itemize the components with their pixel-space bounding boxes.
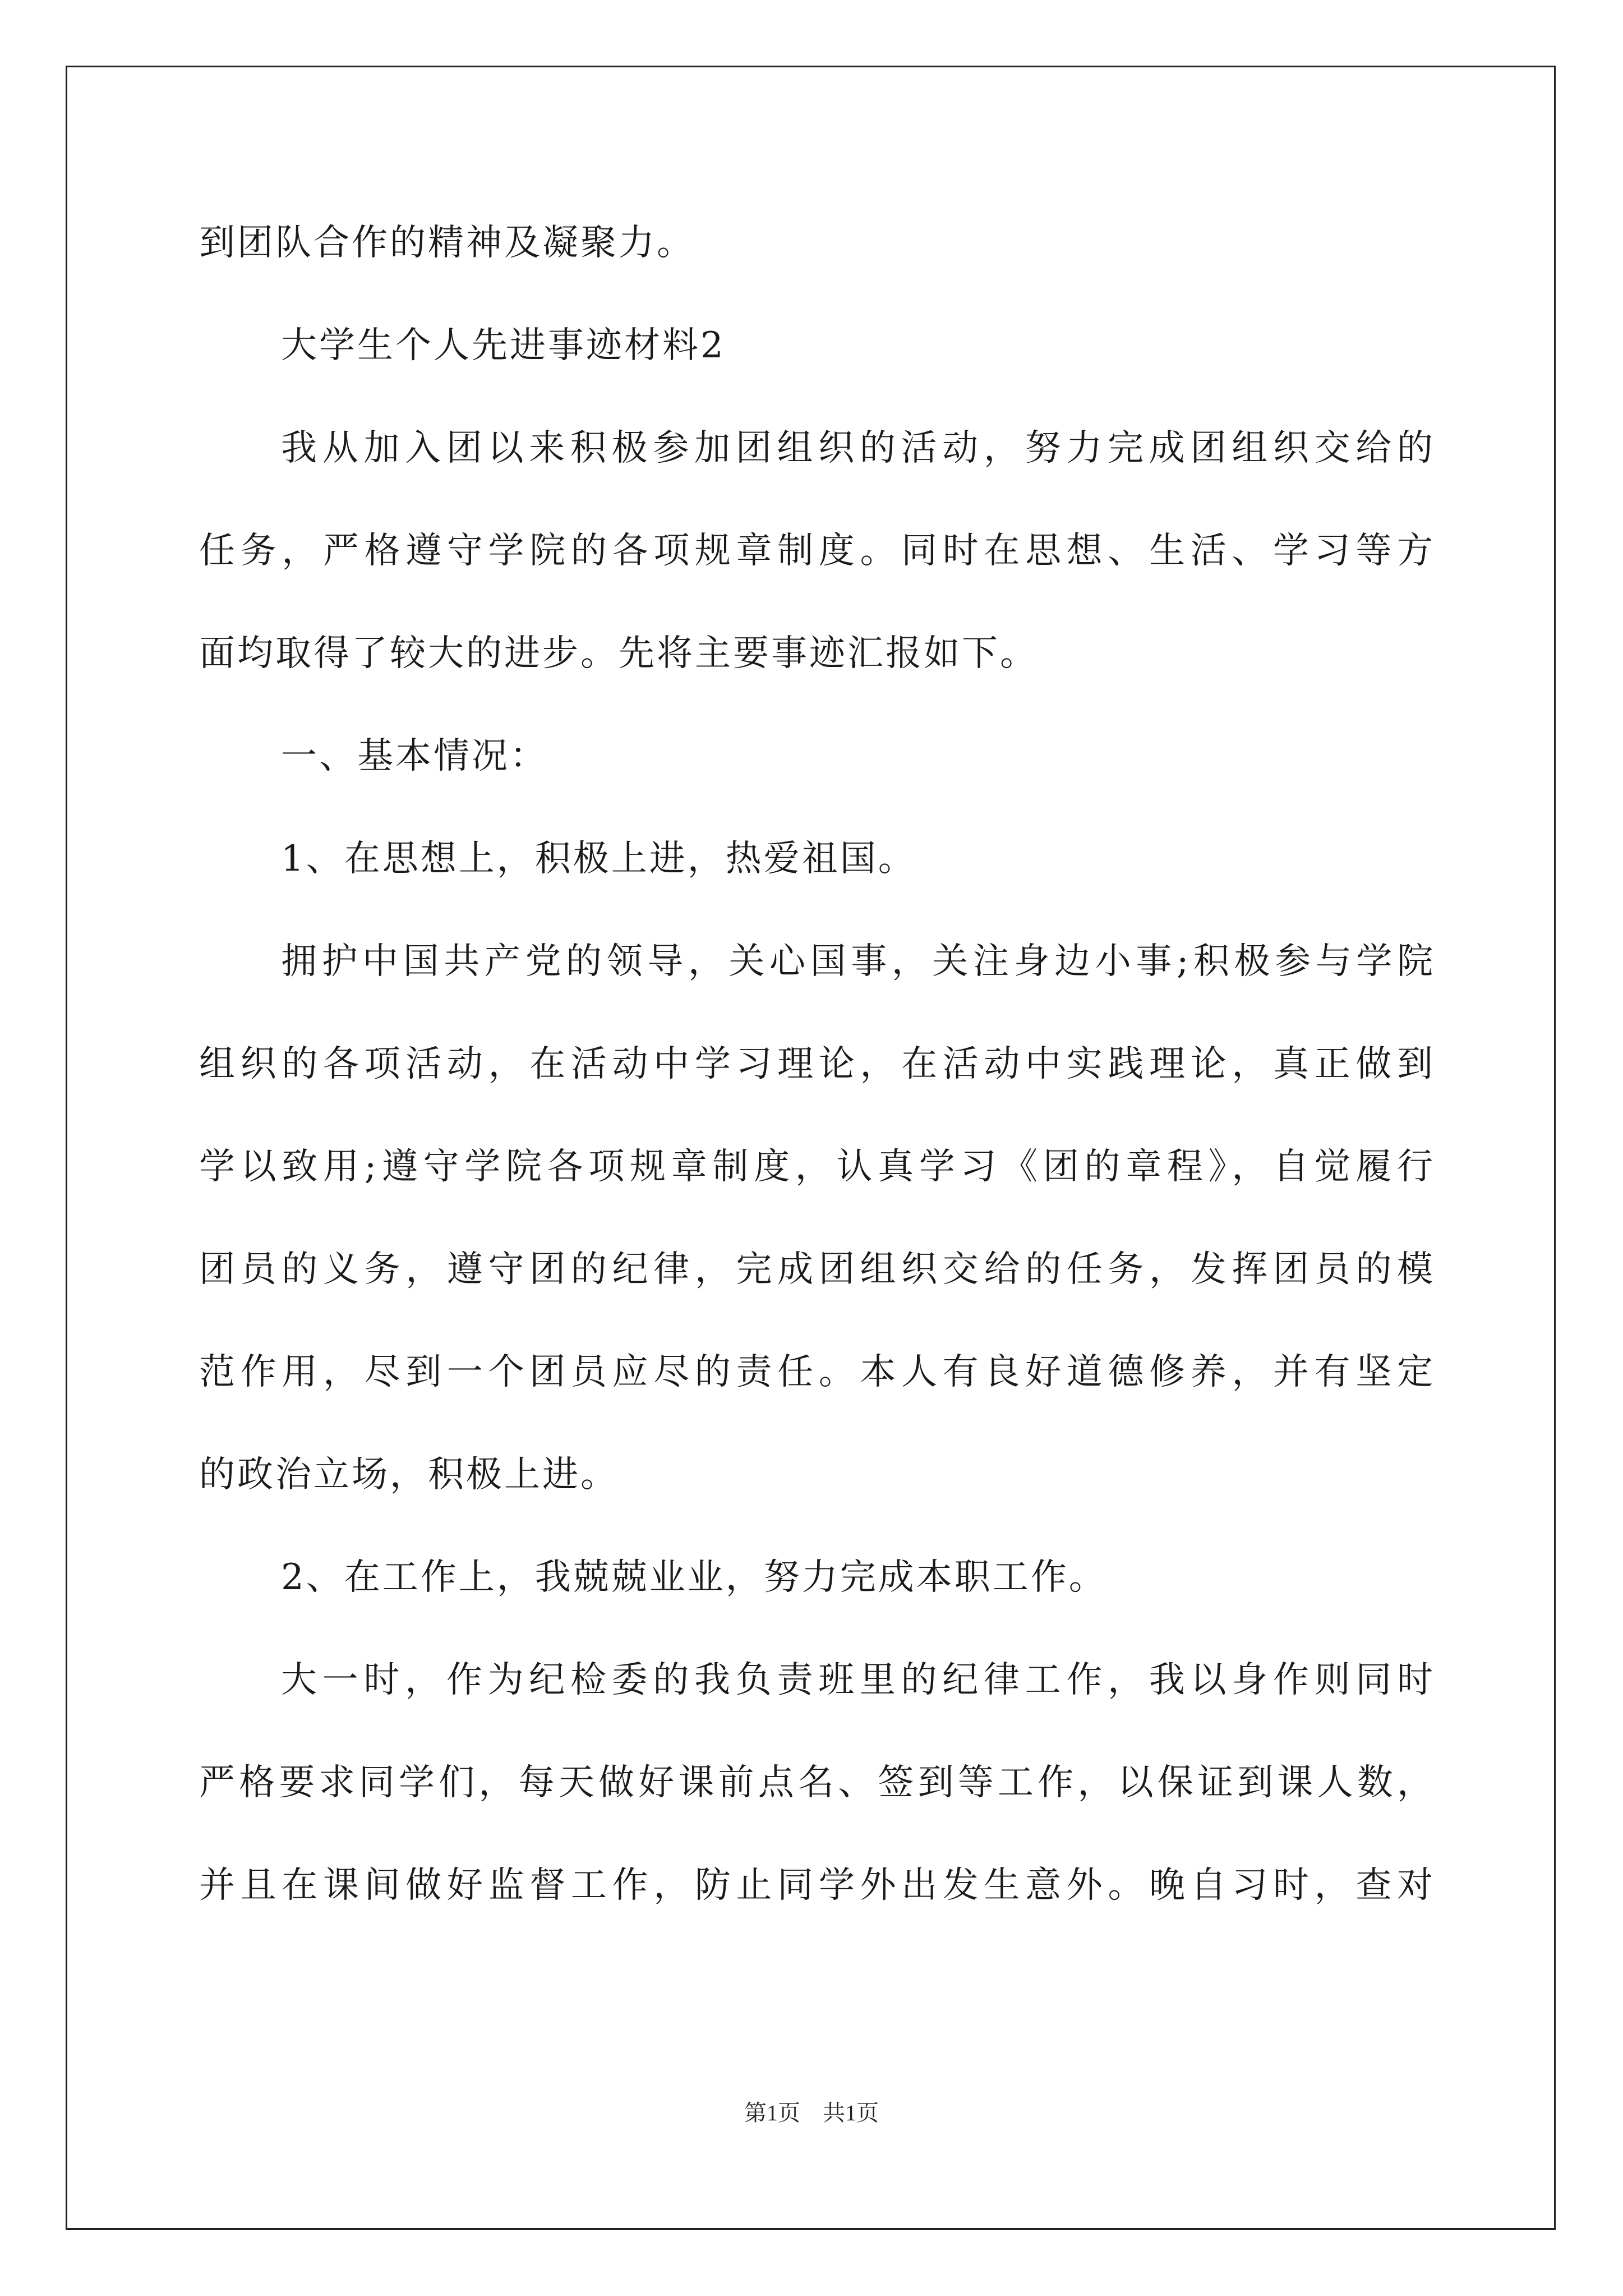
paragraph-line: 面均取得了较大的进步。先将主要事迹汇报如下。 [199, 633, 1038, 674]
subheading: 2、在工作上，我兢兢业业，努力完成本职工作。 [281, 1557, 1107, 1598]
paragraph-line: 拥护中国共产党的领导，关心国事，关注身边小事;积极参与学院 [281, 941, 1433, 982]
paragraph-line: 组织的各项活动，在活动中学习理论，在活动中实践理论，真正做到 [199, 1043, 1433, 1085]
section-title: 大学生个人先进事迹材料2 [281, 325, 726, 366]
paragraph-line: 学以致用;遵守学院各项规章制度，认真学习《团的章程》，自觉履行 [199, 1146, 1433, 1188]
paragraph-line: 到团队合作的精神及凝聚力。 [199, 222, 695, 264]
paragraph-line: 大一时，作为纪检委的我负责班里的纪律工作，我以身作则同时 [281, 1659, 1433, 1701]
paragraph-line: 任务，严格遵守学院的各项规章制度。同时在思想、生活、学习等方 [199, 530, 1433, 572]
paragraph-line: 我从加入团以来积极参加团组织的活动，努力完成团组织交给的 [281, 427, 1433, 469]
paragraph-line: 范作用，尽到一个团员应尽的责任。本人有良好道德修养，并有坚定 [199, 1351, 1433, 1393]
section-heading: 一、基本情况： [281, 735, 548, 777]
page-number: 第1页 共1页 [744, 2100, 879, 2125]
paragraph-line: 的政治立场，积极上进。 [199, 1454, 619, 1496]
paragraph-line: 团员的义务，遵守团的纪律，完成团组织交给的任务，发挥团员的模 [199, 1249, 1433, 1290]
paragraph-line: 并且在课间做好监督工作，防止同学外出发生意外。晚自习时，查对 [199, 1865, 1433, 1906]
paragraph-line: 严格要求同学们，每天做好课前点名、签到等工作，以保证到课人数， [199, 1762, 1433, 1803]
subheading: 1、在思想上，积极上进，热爱祖国。 [281, 838, 916, 880]
